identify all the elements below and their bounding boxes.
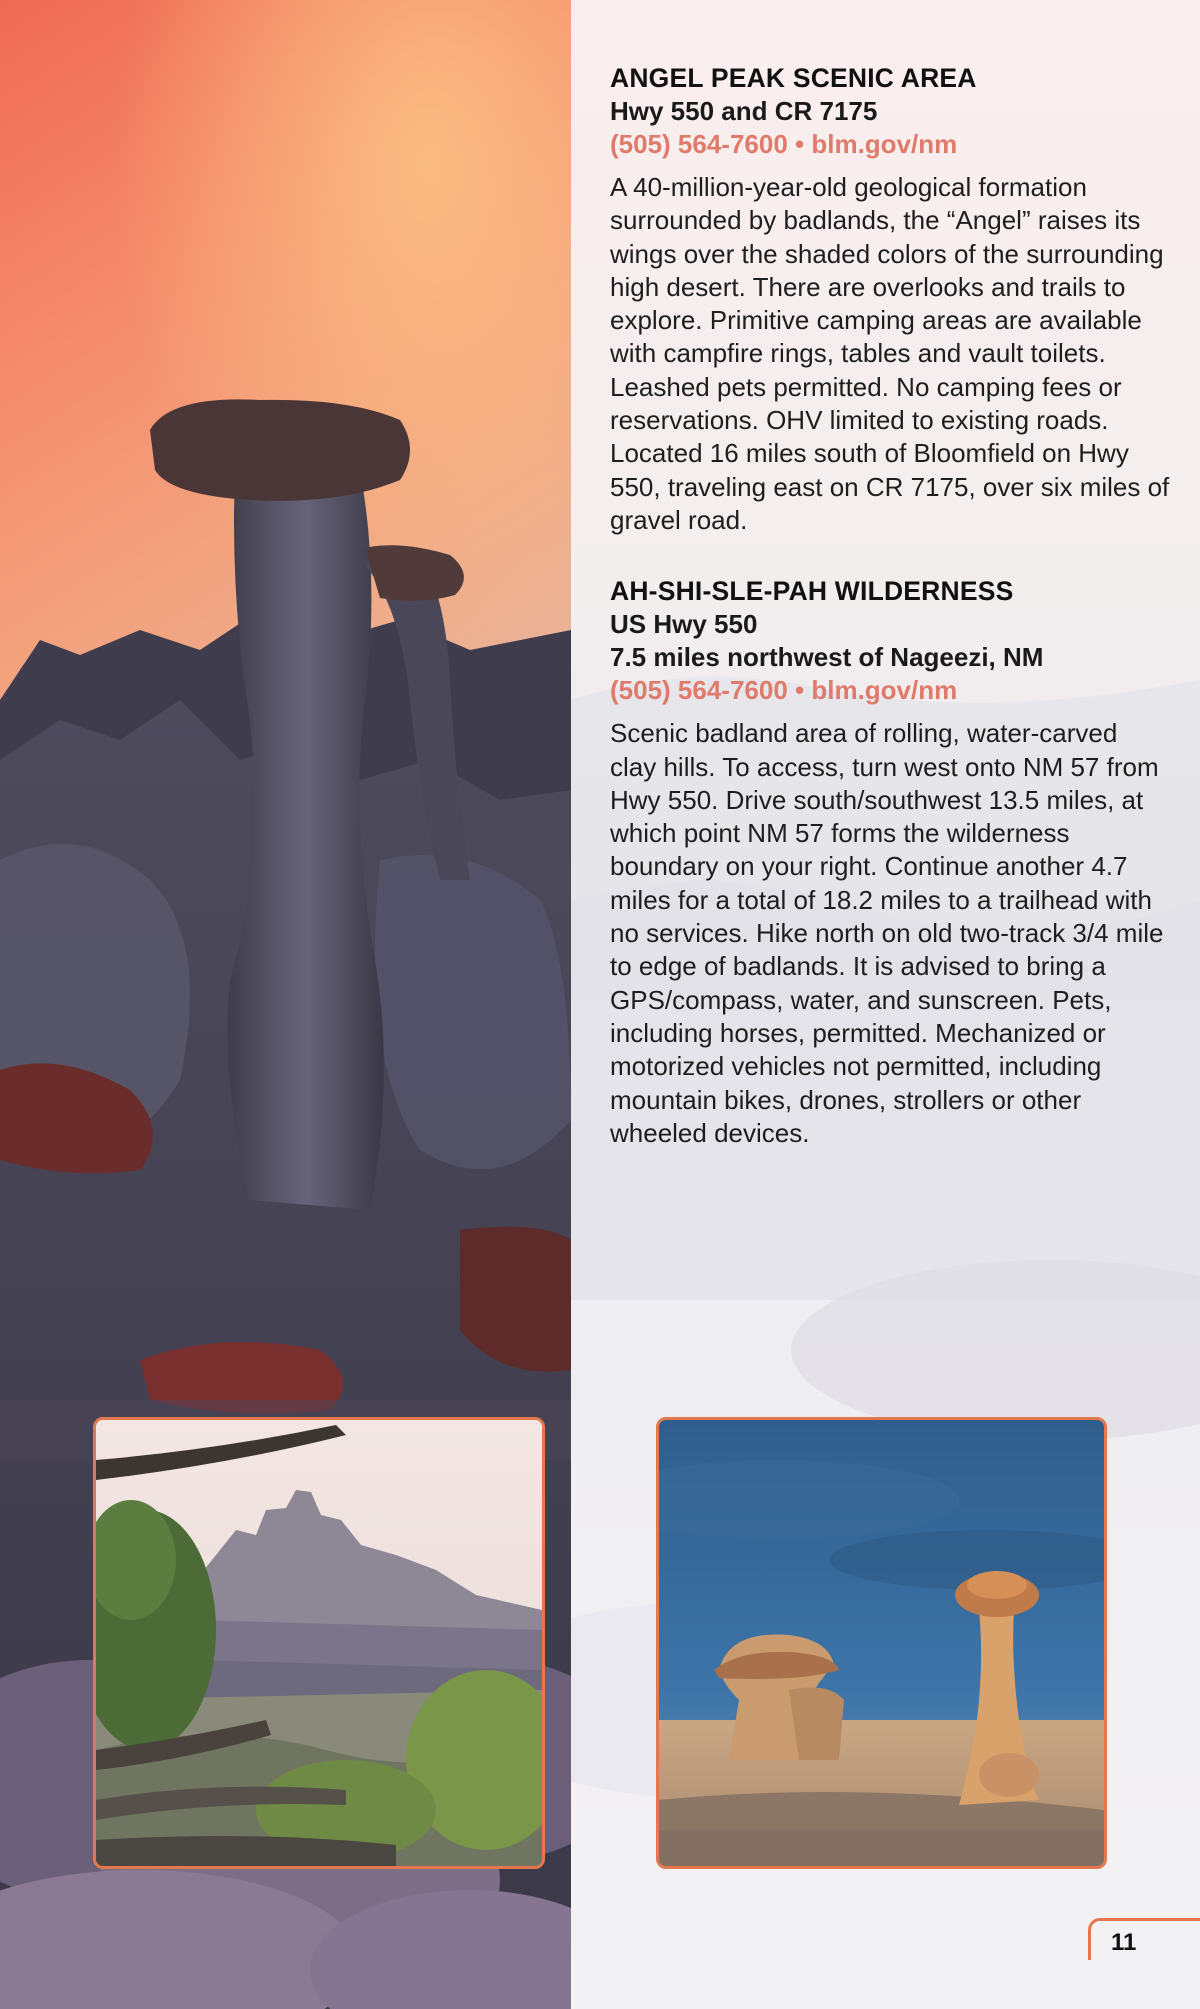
section-address: US Hwy 550 <box>610 609 758 640</box>
hoodoos-inset-photo <box>656 1417 1107 1869</box>
text-column <box>610 62 1170 1188</box>
angel-peak-section <box>610 62 1170 537</box>
section-contact: (505) 564-7600 • blm.gov/nm <box>610 675 958 706</box>
page-number-tab <box>1088 1918 1200 1960</box>
section-description: Scenic badland area of rolling, water-carved clay hills. To access, turn west onto NM 57 from Hwy 550. Drive south/southwest 13.5 miles, at which point NM 57 forms the wilderness boundary on your right. Continue another 4.7 miles for a total of 18.2 miles to a trailhead with no services. Hike north on old two-track 3/4 mile to edge of badlands. It is advised to bring a GPS/compass, water, and sunscreen. Pets, including horses, permitted. Mechanized or motorized vehicles not permitted, including mountain bikes, drones, strollers or other wheeled devices. <box>610 718 1164 1148</box>
section-contact: (505) 564-7600 • blm.gov/nm <box>610 129 958 159</box>
section-address: Hwy 550 and CR 7175 <box>610 96 878 126</box>
section-title: AH-SHI-SLE-PAH WILDERNESS <box>610 576 1014 607</box>
ah-shi-sle-pah-section <box>610 575 1170 1150</box>
section-description: A 40-million-year-old geological formation surrounded by badlands, the “Angel” raises its wings over the shaded colors of the surrounding high desert. There are overlooks and trails to explore. Primitive camping areas are available with campfire rings, tables and vault toilets. Leashed pets permitted. No camping fees or reservations. OHV limited to existing roads. Located 16 miles south of Bloomfield on Hwy 550, traveling east on CR 7175, over six miles of gravel road. <box>610 172 1170 535</box>
angel-peak-inset-photo <box>93 1417 545 1869</box>
section-title: ANGEL PEAK SCENIC AREA <box>610 63 977 93</box>
page-number: 11 <box>1111 1929 1137 1956</box>
section-address-detail: 7.5 miles northwest of Nageezi, NM <box>610 642 1044 673</box>
